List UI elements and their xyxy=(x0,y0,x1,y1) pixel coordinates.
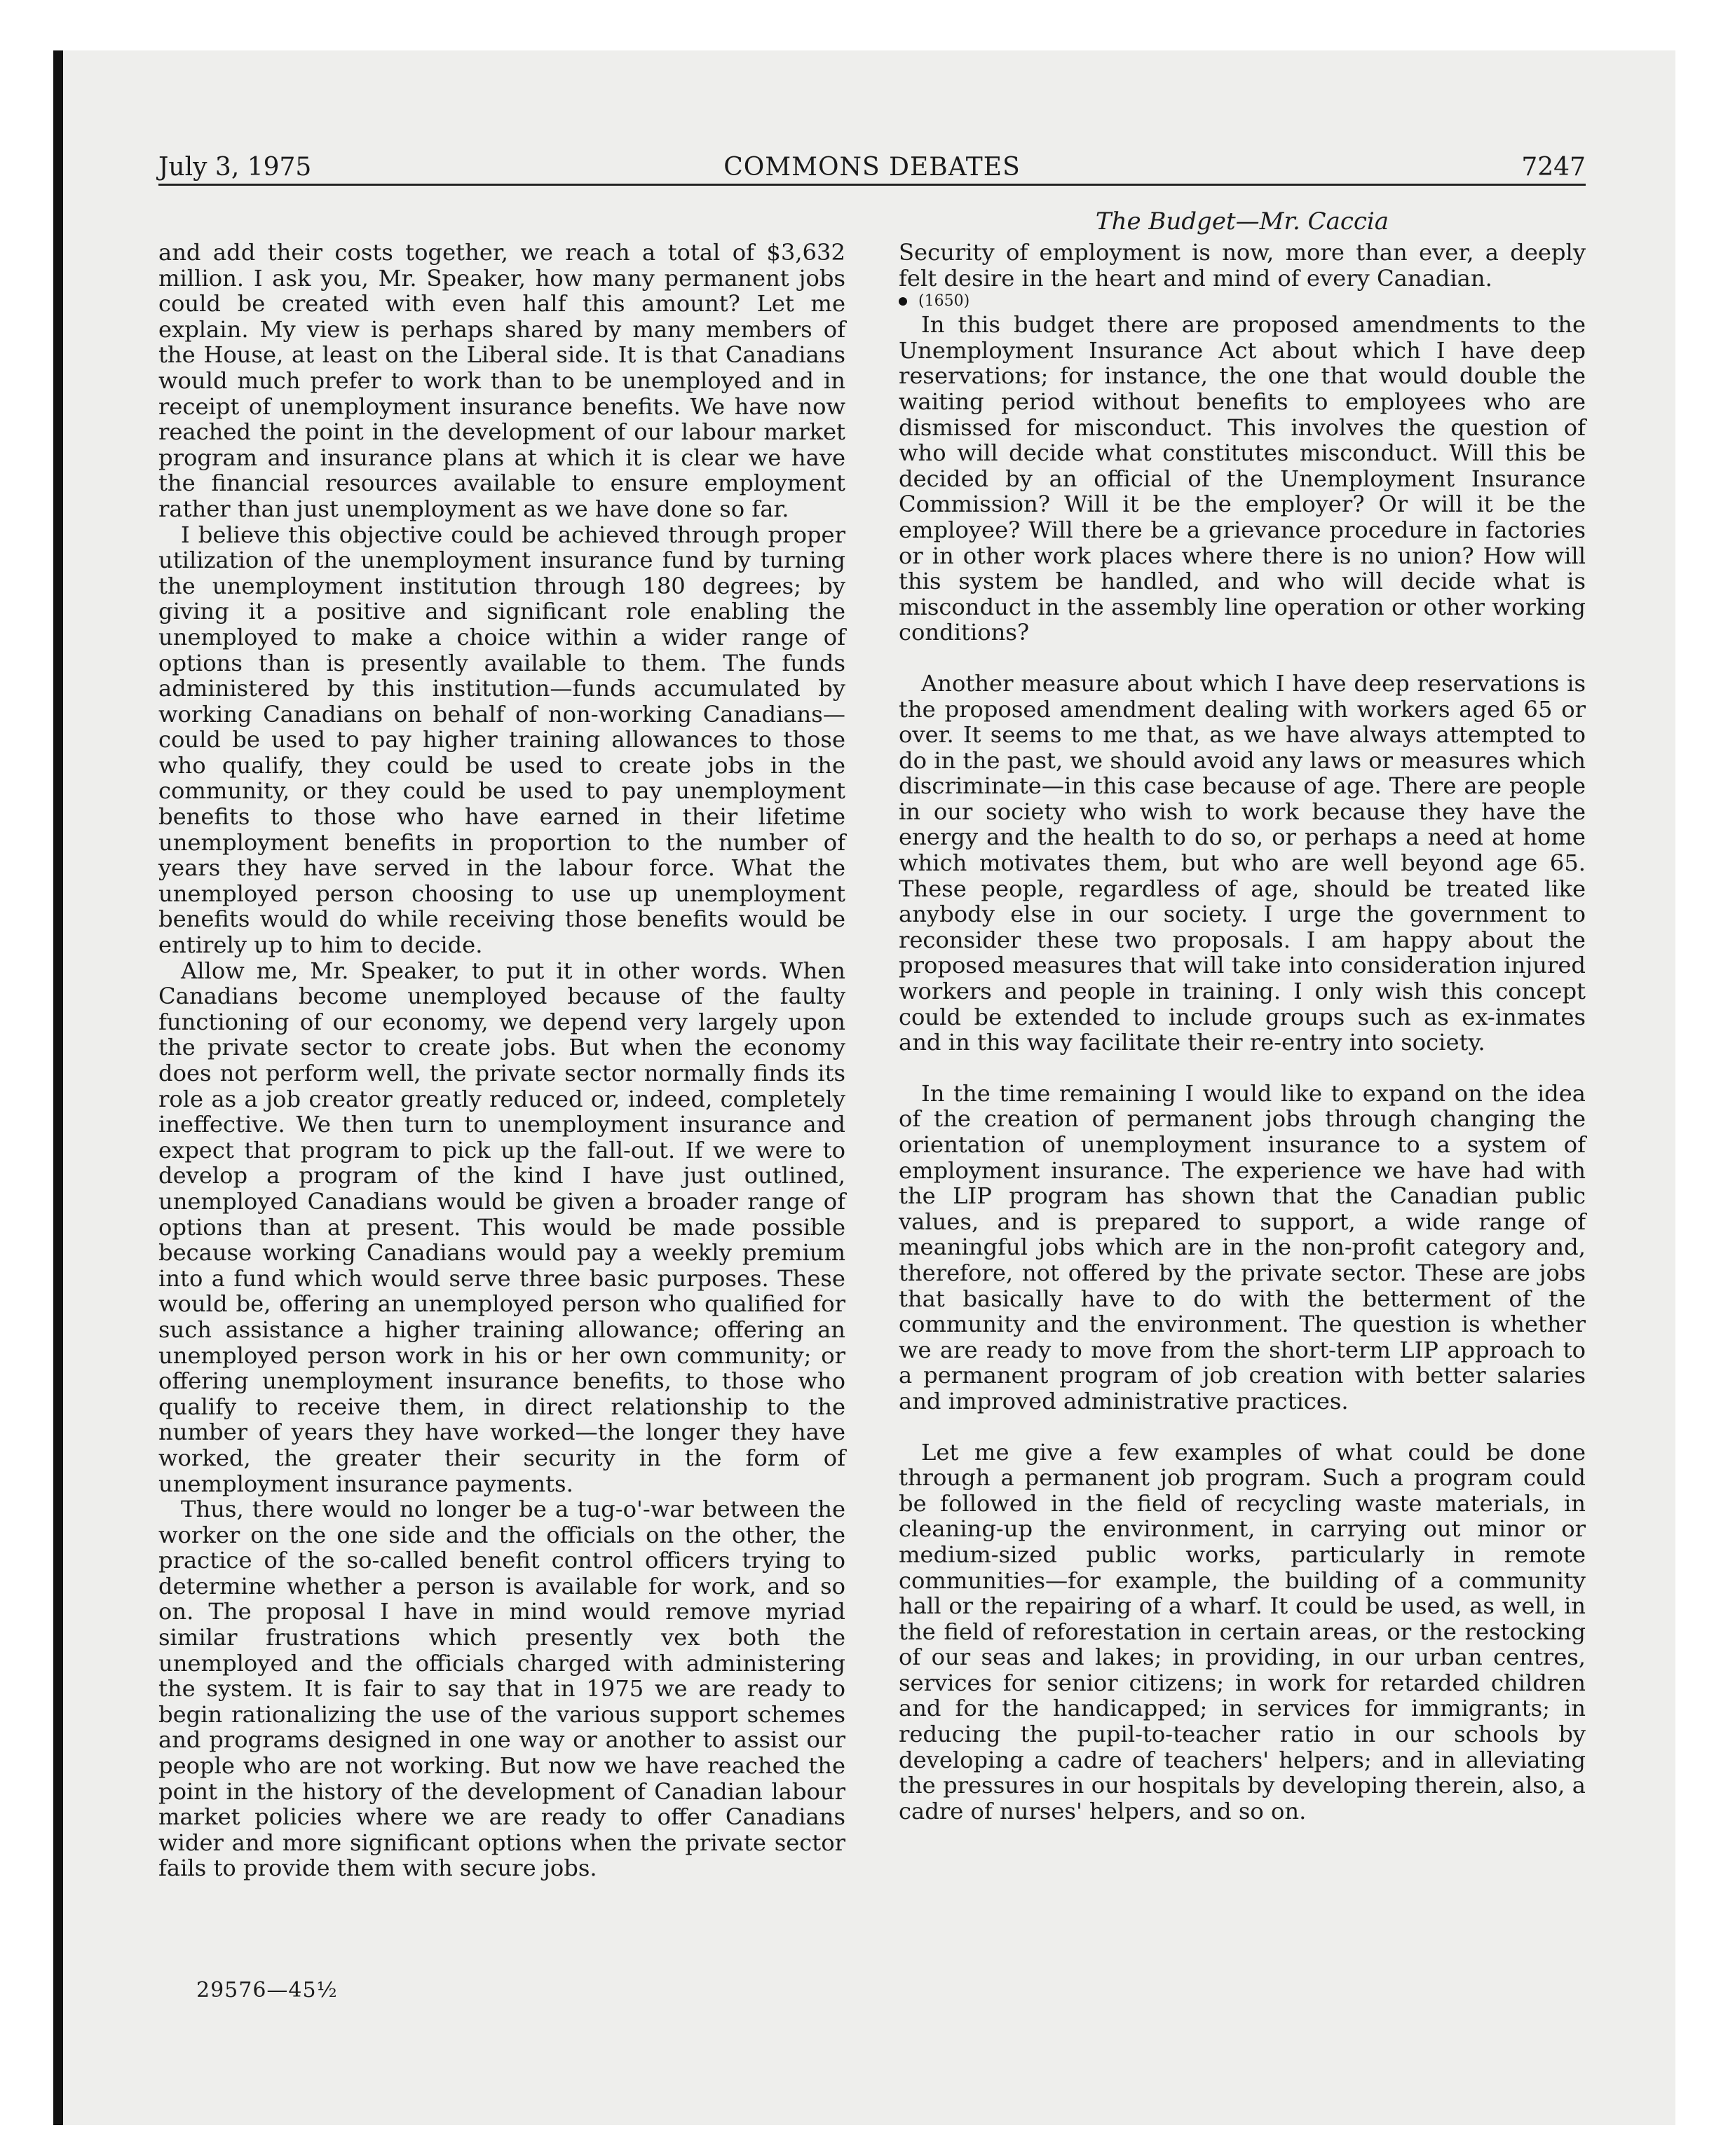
time-marker xyxy=(899,291,1586,312)
paragraph: Allow me, Mr. Speaker, to put it in other words. When Canadians become unemployed because of the faulty functioning of our economy, we depend very largely upon the private sector to create jobs. But when the economy does not perform well, the private sector normally finds its role as a job creator greatly reduced or, indeed, completely ineffective. We then turn to unemployment insurance and expect that program to pick up the fall-out. If we were to develop a program of the kind I have just outlined, unemployed Canadians would be given a broader range of options than at present. This would be made possible because working Canadians would pay a weekly premium into a fund which would serve three basic purposes. These would be, offering an unemployed person who qualified for such assistance a higher training allowance; offering an unemployed person work in his or her own community; or offering unemployment insurance benefits, to those who qualify to receive them, in direct relationship to the number of years they have worked—the longer they have worked, the greater their security in the form of unemployment insurance payments. xyxy=(158,957,845,1497)
scan-binding-edge xyxy=(53,50,63,2125)
header-date: July 3, 1975 xyxy=(158,153,312,182)
header-title: COMMONS DEBATES xyxy=(723,153,1021,182)
right-column xyxy=(899,240,1586,1824)
paragraph: In this budget there are proposed amendments to the Unemployment Insurance Act about which I have deep reservations; for instance, the one that would double the waiting period without benefits to employees who are dismissed for misconduct. This involves the question of who will decide what constitutes misconduct. Will this be decided by an official of the Unemployment Insurance Commission? Will it be the employer? Or will it be the employee? Will there be a grievance procedure in factories or in other work places where there is no union? How will this system be handled, and who will decide what is misconduct in the assembly line operation or other working conditions? xyxy=(899,311,1586,646)
footer-code: 29576—45½ xyxy=(196,1978,338,2003)
paragraph: Thus, there would no longer be a tug-o'-war between the worker on the one side and the officials on the other, the practice of the so-called benefit control officers trying to determine whether a person is available for work, and so on. The proposal I have in mind would remove myriad similar frustrations which presently vex both the unemployed and the officials charged with administering the system. It is fair to say that in 1975 we are ready to begin rationalizing the use of the various support schemes and programs designed in one way or another to assist our people who are not working. But now we have reached the point in the history of the development of Canadian labour market policies where we are ready to offer Canadians wider and more significant options when the private sector fails to provide them with secure jobs. xyxy=(158,1496,845,1882)
left-column xyxy=(158,240,845,1881)
paragraph: Let me give a few examples of what could be done through a permanent job program. Such a program could be followed in the field of recycling waste materials, in cleaning-up the environment, in carrying out minor or medium-sized public works, particularly in remote communities—for example, the building of a community hall or the repairing of a wharf. It could be used, as well, in the field of reforestation in certain areas, or the restocking of our seas and lakes; in providing, in our urban centres, services for senior citizens; in work for retarded children and for the handicapped; in services for immigrants; in reducing the pupil-to-teacher ratio in our schools by developing a cadre of teachers' helpers; and in alleviating the pressures in our hospitals by developing therein, also, a cadre of nurses' helpers, and so on. xyxy=(899,1438,1586,1824)
paragraph: I believe this objective could be achieved through proper utilization of the unemployment insurance fund by turning the unemployment institution through 180 degrees; by giving it a positive and significant role enabling the unemployed to make a choice within a wider range of options than is presently available to them. The funds administered by this institution—funds accumulated by working Canadians on behalf of non-working Canadians—could be used to pay higher training allowances to those who qualify, they could be used to create jobs in the community, or they could be used to pay unemployment benefits to those who have earned in their lifetime unemployment benefits in proportion to the number of years they have served in the labour force. What the unemployed person choosing to use up unemployment benefits would do while receiving those benefits would be entirely up to him to decide. xyxy=(158,521,845,959)
paragraph: and add their costs together, we reach a total of $3,632 million. I ask you, Mr. Speaker, how many permanent jobs could be created with even half this amount? Let me explain. My view is perhaps shared by many members of the House, at least on the Liberal side. It is that Canadians would much prefer to work than to be unemployed and in receipt of unemployment insurance benefits. We have now reached the point in the development of our labour market program and insurance plans at which it is clear we have the financial resources available to ensure employment rather than just unemployment as we have done so far. xyxy=(158,239,845,522)
running-head: The Budget—Mr. Caccia xyxy=(1095,207,1389,236)
paragraph: In the time remaining I would like to expand on the idea of the creation of permanent jobs through changing the orientation of unemployment insurance to a system of employment insurance. The experience we have had with the LIP program has shown that the Canadian public values, and is prepared to support, a wide range of meaningful jobs which are in the non-profit category and, therefore, not offered by the private sector. These are jobs that basically have to do with the betterment of the community and the environment. The question is whether we are ready to move from the short-term LIP approach to a permanent program of job creation with better salaries and improved administrative practices. xyxy=(899,1079,1586,1414)
page-header xyxy=(158,153,1586,181)
paragraph: Security of employment is now, more than ever, a deeply felt desire in the heart and mind of every Canadian. xyxy=(899,239,1586,292)
paragraph: Another measure about which I have deep reservations is the proposed amendment dealing with workers aged 65 or over. It seems to me that, as we have always attempted to do in the past, we should avoid any laws or measures which discriminate—in this case because of age. There are people in our society who wish to work because they have the energy and the health to do so, or perhaps a need at home which motivates them, but who are well beyond age 65. These people, regardless of age, should be treated like anybody else in our society. I urge the government to reconsider these two proposals. I am happy about the proposed measures that will take into consideration injured workers and people in training. I only wish this concept could be extended to include groups such as ex-inmates and in this way facilitate their re-entry into society. xyxy=(899,669,1586,1056)
time-marker-text: (1650) xyxy=(918,292,970,311)
header-rule xyxy=(158,184,1586,186)
header-page-number: 7247 xyxy=(1521,153,1586,182)
bullet-icon xyxy=(899,297,907,306)
scan-margin xyxy=(0,0,53,2156)
